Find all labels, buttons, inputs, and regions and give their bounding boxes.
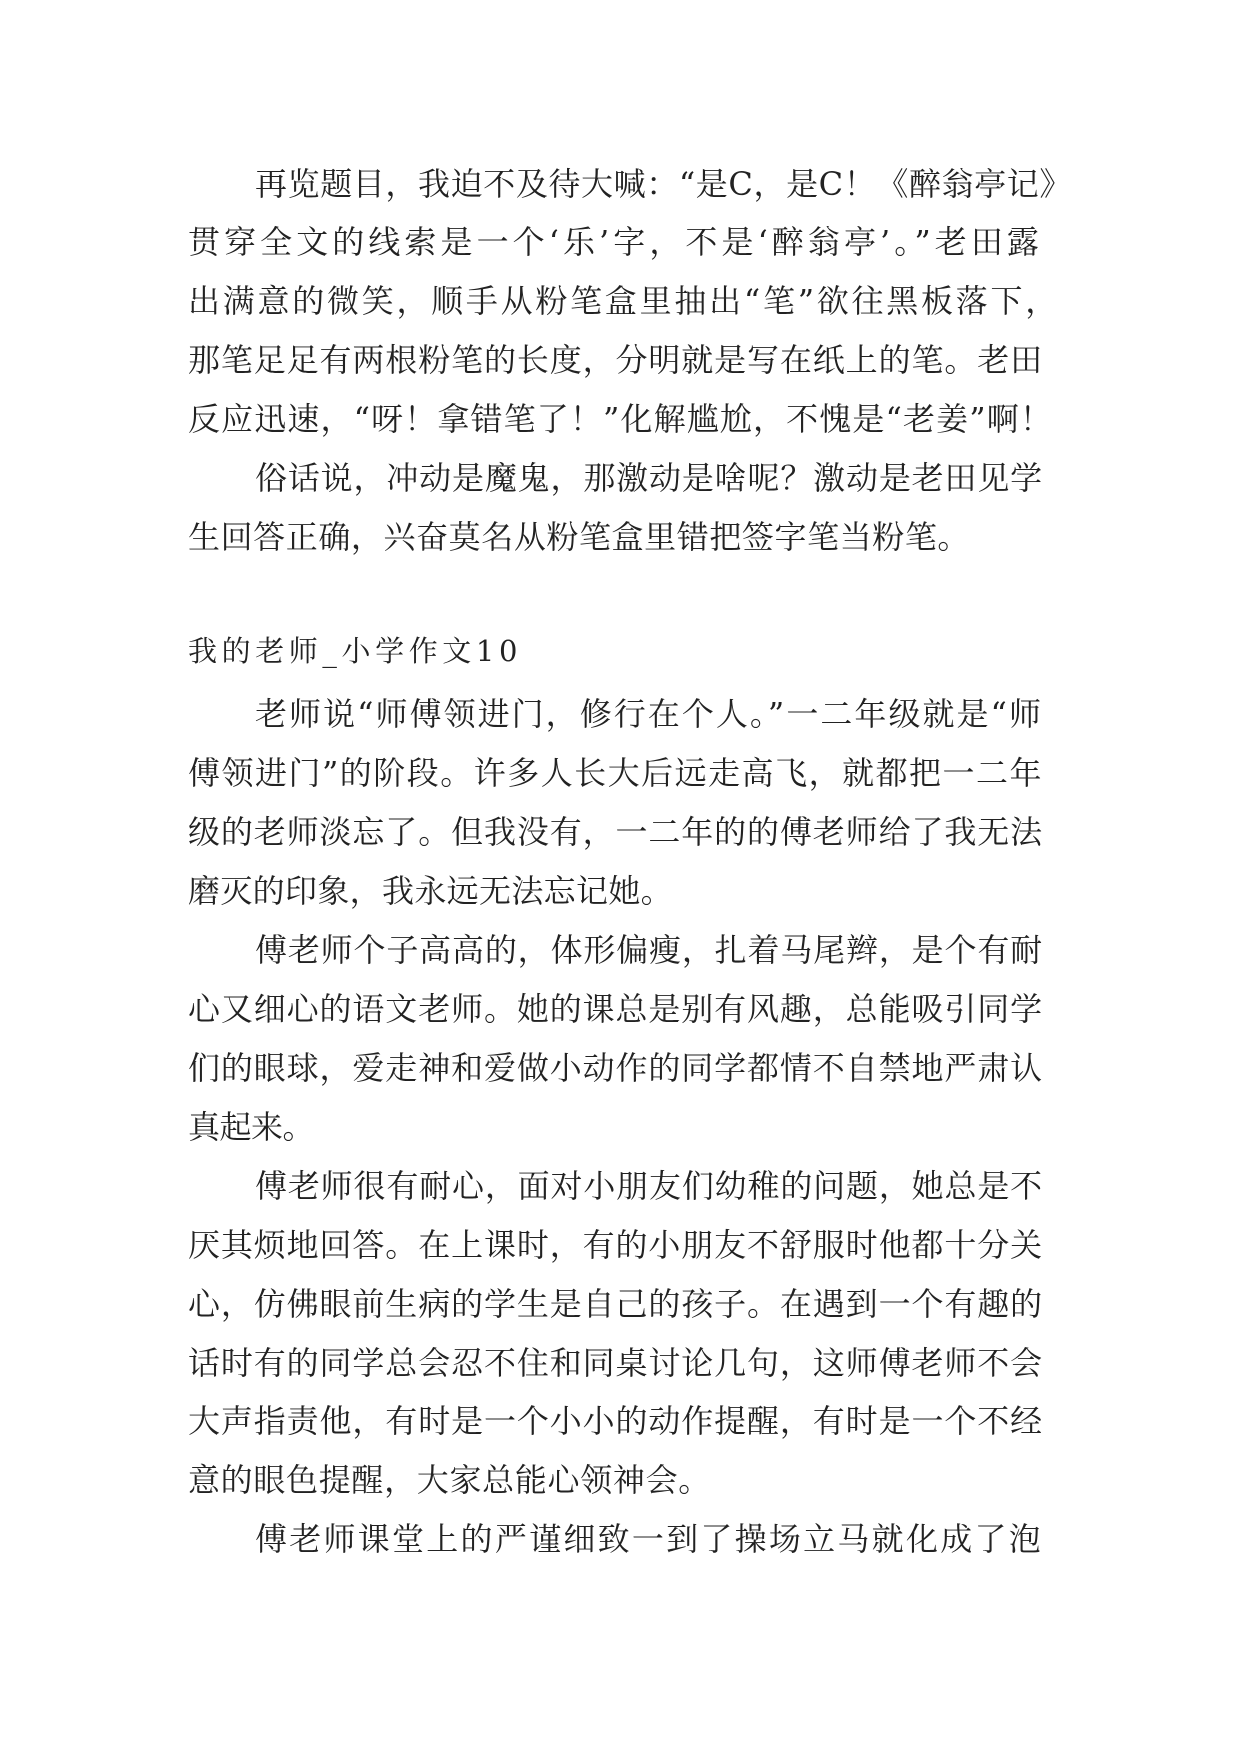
- article-title: 我的老师_小学作文10: [188, 634, 522, 668]
- paragraph-line: 出满意的微笑，顺手从粉笔盒里抽出“笔”欲往黑板落下，: [188, 282, 1060, 320]
- paragraph-line: 真起来。: [188, 1108, 314, 1146]
- paragraph-line: 级的老师淡忘了。但我没有，一二年的的傅老师给了我无法: [188, 813, 1043, 851]
- paragraph-line: 傅老师很有耐心，面对小朋友们幼稚的问题，她总是不: [255, 1167, 1043, 1205]
- paragraph-line: 俗话说，冲动是魔鬼，那激动是啥呢？激动是老田见学: [255, 459, 1043, 497]
- paragraph-line: 再览题目，我迫不及待大喊：“是C，是C！《醉翁亭记》: [255, 165, 1072, 203]
- paragraph-line: 心，仿佛眼前生病的学生是自己的孩子。在遇到一个有趣的: [188, 1285, 1043, 1323]
- paragraph-line: 傅老师个子高高的，体形偏瘦，扎着马尾辫，是个有耐: [255, 931, 1043, 969]
- paragraph-line: 意的眼色提醒，大家总能心领神会。: [188, 1461, 711, 1499]
- paragraph-line: 老师说“师傅领进门，修行在个人。”一二年级就是“师: [255, 695, 1043, 733]
- paragraph-line: 磨灭的印象，我永远无法忘记她。: [188, 872, 673, 910]
- paragraph-line: 傅老师课堂上的严谨细致一到了操场立马就化成了泡: [255, 1520, 1043, 1558]
- paragraph-line: 大声指责他，有时是一个小小的动作提醒，有时是一个不经: [188, 1402, 1043, 1440]
- paragraph-line: 傅领进门”的阶段。许多人长大后远走高飞，就都把一二年: [188, 754, 1043, 792]
- paragraph-line: 反应迅速，“呀！拿错笔了！”化解尴尬，不愧是“老姜”啊！: [188, 400, 1053, 438]
- paragraph-line: 贯穿全文的线索是一个‘乐’字，不是‘醉翁亭’。”老田露: [188, 223, 1043, 261]
- paragraph-line: 们的眼球，爱走神和爱做小动作的同学都情不自禁地严肃认: [188, 1049, 1043, 1087]
- paragraph-line: 厌其烦地回答。在上课时，有的小朋友不舒服时他都十分关: [188, 1226, 1043, 1264]
- paragraph-line: 生回答正确，兴奋莫名从粉笔盒里错把签字笔当粉笔。: [188, 518, 970, 556]
- paragraph-line: 话时有的同学总会忍不住和同桌讨论几句，这师傅老师不会: [188, 1344, 1043, 1382]
- paragraph-line: 心又细心的语文老师。她的课总是别有风趣，总能吸引同学: [188, 990, 1043, 1028]
- paragraph-line: 那笔足足有两根粉笔的长度，分明就是写在纸上的笔。老田: [188, 341, 1043, 379]
